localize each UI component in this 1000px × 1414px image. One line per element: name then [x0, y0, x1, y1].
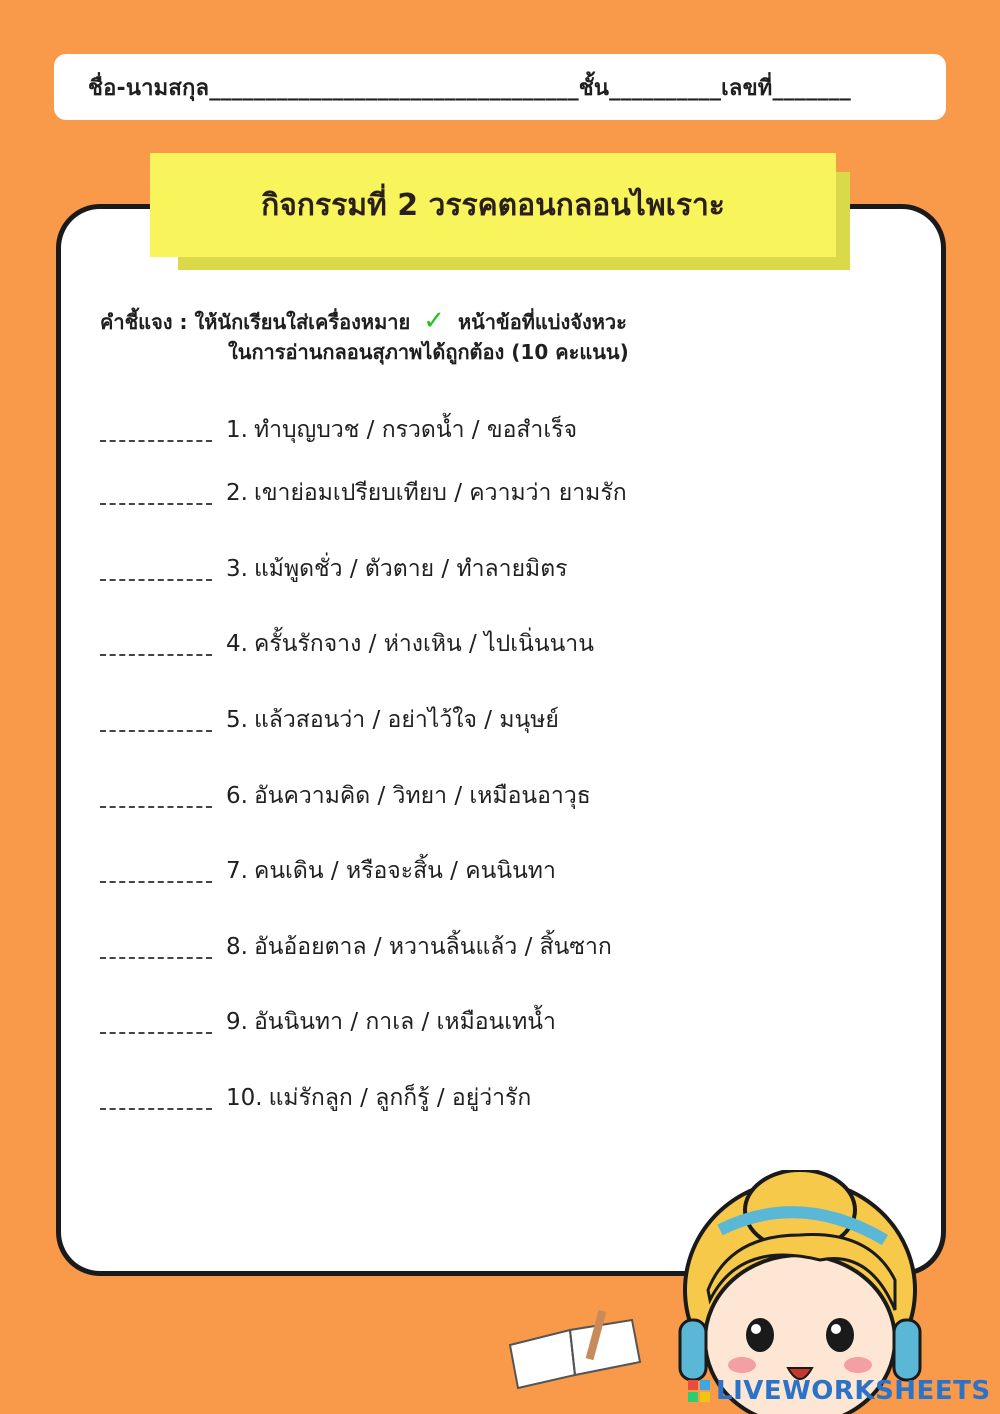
item-text: คนเดิน / หรือจะสิ้น / คนนินทา — [253, 858, 556, 884]
activity-title — [150, 153, 836, 257]
list-item — [100, 549, 800, 589]
name-line: ชื่อ-นามสกุล_________________________________ชั้น__________เลขที่_______ — [88, 75, 851, 101]
liveworksheets-logo-icon — [688, 1380, 710, 1402]
item-text: อันอ้อยตาล / หวานลิ้นแล้ว / สิ้นซาก — [253, 934, 612, 960]
answer-blank[interactable] — [100, 557, 212, 581]
instructions-suffix: หน้าข้อที่แบ่งจังหวะ — [457, 310, 627, 334]
list-item — [100, 410, 800, 450]
list-item — [100, 776, 800, 816]
answer-blank[interactable] — [100, 708, 212, 732]
item-text: ทำบุญบวช / กรวดน้ำ / ขอสำเร็จ — [253, 417, 578, 443]
item-number: 9. — [226, 1009, 248, 1035]
item-text: ครั้นรักจาง / ห่างเหิน / ไปเนิ่นนาน — [253, 631, 594, 657]
answer-blank[interactable] — [100, 1086, 212, 1110]
list-item — [100, 1002, 800, 1042]
activity-title-text: กิจกรรมที่ 2 วรรคตอนกลอนไพเราะ — [261, 187, 725, 223]
answer-blank[interactable] — [100, 632, 212, 656]
answer-blank[interactable] — [100, 481, 212, 505]
check-icon: ✓ — [423, 306, 445, 336]
list-item — [100, 700, 800, 740]
item-number: 2. — [226, 480, 248, 506]
name-class-number-field[interactable] — [54, 54, 946, 120]
answer-blank[interactable] — [100, 784, 212, 808]
item-number: 5. — [226, 707, 248, 733]
item-text: อันความคิด / วิทยา / เหมือนอาวุธ — [253, 783, 591, 809]
instructions-line2: ในการอ่านกลอนสุภาพได้ถูกต้อง (10 คะแนน) — [228, 340, 629, 364]
list-item — [100, 927, 800, 967]
instructions — [100, 306, 629, 367]
item-number: 6. — [226, 783, 248, 809]
item-text: เขาย่อมเปรียบเทียบ / ความว่า ยามรัก — [253, 480, 627, 506]
open-book-illustration — [500, 1300, 650, 1400]
item-text: อันนินทา / กาเล / เหมือนเทน้ำ — [253, 1009, 556, 1035]
instructions-prefix: คำชี้แจง : ให้นักเรียนใส่เครื่องหมาย — [100, 310, 411, 334]
answer-blank[interactable] — [100, 859, 212, 883]
item-number: 4. — [226, 631, 248, 657]
answer-blank[interactable] — [100, 1010, 212, 1034]
liveworksheets-watermark — [688, 1374, 991, 1408]
item-number: 8. — [226, 934, 248, 960]
item-number: 1. — [226, 417, 248, 443]
item-text: แม่รักลูก / ลูกก็รู้ / อยู่ว่ารัก — [268, 1085, 532, 1111]
list-item — [100, 851, 800, 891]
item-number: 7. — [226, 858, 248, 884]
answer-blank[interactable] — [100, 935, 212, 959]
item-text: แม้พูดชั่ว / ตัวตาย / ทำลายมิตร — [253, 556, 568, 582]
item-number: 10. — [226, 1085, 263, 1111]
watermark-text: LIVEWORKSHEETS — [716, 1376, 991, 1406]
list-item — [100, 473, 800, 513]
answer-blank[interactable] — [100, 418, 212, 442]
item-number: 3. — [226, 556, 248, 582]
list-item — [100, 1078, 800, 1118]
list-item — [100, 624, 800, 664]
item-text: แล้วสอนว่า / อย่าไว้ใจ / มนุษย์ — [253, 707, 559, 733]
